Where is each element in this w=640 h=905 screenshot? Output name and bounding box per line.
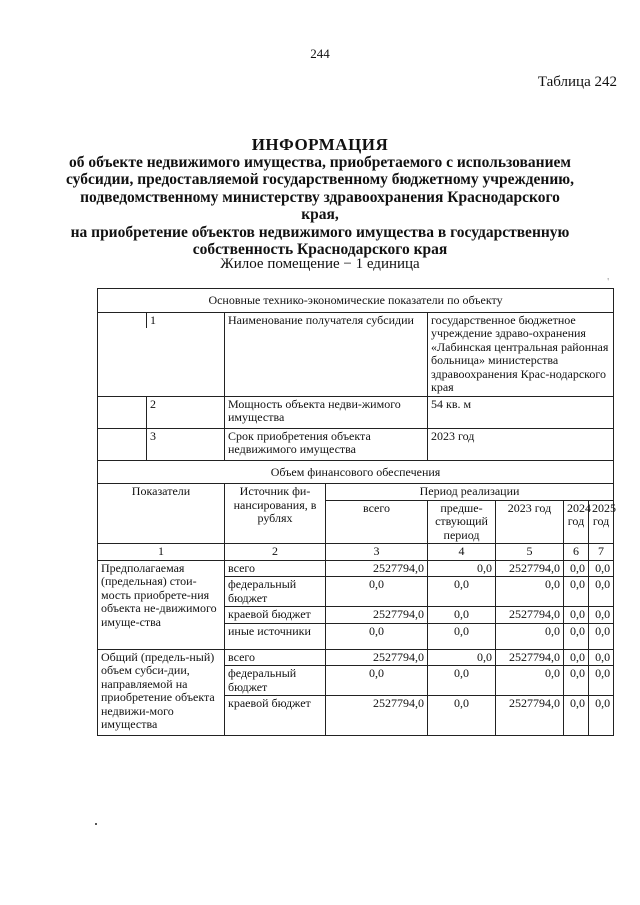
value-cell: 0,0: [326, 666, 428, 696]
document-heading: [60, 136, 580, 259]
value-cell: 0,0: [564, 649, 589, 666]
info-row-value: государственное бюджетное учреждение здраво-охранения «Лабинская центральная районная больница» министерства здравоохранения Крас-нодарского края: [428, 312, 614, 396]
source-cell: краевой бюджет: [225, 696, 326, 736]
heading-title: ИНФОРМАЦИЯ: [251, 135, 389, 154]
info-row: [98, 396, 614, 428]
section-title-technical: Основные технико-экономические показатели по объекту: [98, 289, 614, 313]
heading-line: об объекте недвижимого имущества, приобретаемого с использованием: [69, 153, 571, 171]
scan-mark: ': [607, 277, 609, 288]
info-row-number: 2: [146, 397, 224, 428]
value-cell: 0,0: [496, 666, 564, 696]
value-cell: 0,0: [428, 649, 496, 666]
section-row: [98, 460, 614, 484]
column-number: 4: [428, 544, 496, 561]
value-cell: 0,0: [428, 623, 496, 649]
info-row-number-cell: [98, 396, 225, 428]
value-cell: 0,0: [326, 577, 428, 607]
value-cell: 2527794,0: [326, 607, 428, 624]
value-cell: 0,0: [428, 607, 496, 624]
value-cell: 0,0: [564, 607, 589, 624]
table-label: Таблица 242: [537, 74, 617, 90]
info-row-number-cell: [98, 312, 225, 396]
value-cell: 0,0: [564, 696, 589, 736]
header-period: Период реализации: [326, 484, 614, 501]
heading-line: на приобретение объектов недвижимого имущества в государственную: [70, 223, 570, 241]
info-row-number-cell: [98, 428, 225, 460]
info-row: [98, 428, 614, 460]
value-cell: 0,0: [428, 666, 496, 696]
value-cell: 0,0: [589, 560, 614, 577]
info-row-number: 3: [146, 429, 224, 460]
value-cell: 0,0: [589, 649, 614, 666]
value-cell: 0,0: [496, 577, 564, 607]
column-number: 3: [326, 544, 428, 561]
info-row-label: Срок приобретения объекта недвижимого имущества: [225, 428, 428, 460]
object-subheading: Жилое помещение − 1 единица: [220, 256, 420, 272]
header-total: всего: [326, 500, 428, 544]
value-cell: 0,0: [428, 696, 496, 736]
column-number: 5: [496, 544, 564, 561]
header-2025: 2025 год: [589, 500, 614, 544]
column-number: 1: [98, 544, 225, 561]
info-row-label: Наименование получателя субсидии: [225, 312, 428, 396]
table-row: [98, 649, 614, 666]
value-cell: 0,0: [564, 577, 589, 607]
source-cell: краевой бюджет: [225, 607, 326, 624]
value-cell: 2527794,0: [326, 649, 428, 666]
info-table: [97, 288, 614, 736]
value-cell: 0,0: [589, 607, 614, 624]
table-row: [98, 560, 614, 577]
value-cell: 0,0: [428, 560, 496, 577]
value-cell: 0,0: [428, 577, 496, 607]
value-cell: 0,0: [589, 696, 614, 736]
value-cell: 2527794,0: [326, 560, 428, 577]
heading-line: подведомственному министерству здравоохранения Краснодарского края,: [80, 188, 560, 223]
value-cell: 0,0: [564, 666, 589, 696]
value-cell: 2527794,0: [496, 607, 564, 624]
section-title-financing: Объем финансового обеспечения: [98, 460, 614, 484]
info-row-label: Мощность объекта недви-жимого имущества: [225, 396, 428, 428]
value-cell: 0,0: [589, 666, 614, 696]
info-row-value: 54 кв. м: [428, 396, 614, 428]
value-cell: 0,0: [496, 623, 564, 649]
group-label: Общий (предель-ный) объем субси-дии, направляемой на приобретение объекта недвижи-мого имущества: [98, 649, 225, 736]
column-number: 6: [564, 544, 589, 561]
scan-dot: [95, 823, 97, 825]
info-row: [98, 312, 614, 396]
source-cell: иные источники: [225, 623, 326, 649]
value-cell: 2527794,0: [496, 649, 564, 666]
source-cell: всего: [225, 560, 326, 577]
column-number-row: [98, 544, 614, 561]
header-2024: 2024 год: [564, 500, 589, 544]
header-indicators: Показатели: [98, 484, 225, 544]
header-row: [98, 484, 614, 501]
group-label: Предполагаемая (предельная) стои-мость приобрете-ния объекта не-движимого имуще-ства: [98, 560, 225, 649]
page-number: 244: [310, 46, 330, 61]
value-cell: 0,0: [589, 623, 614, 649]
heading-line: собственность Краснодарского края: [192, 241, 448, 258]
info-row-value: 2023 год: [428, 428, 614, 460]
header-previous-period: предше-ствующий период: [428, 500, 496, 544]
header-2023: 2023 год: [496, 500, 564, 544]
heading-line: субсидии, предоставляемой государственному бюджетному учреждению,: [65, 171, 574, 188]
section-row: [98, 289, 614, 313]
value-cell: 2527794,0: [496, 696, 564, 736]
info-row-number: 1: [146, 313, 224, 329]
value-cell: 2527794,0: [326, 696, 428, 736]
source-cell: всего: [225, 649, 326, 666]
column-number: 2: [225, 544, 326, 561]
value-cell: 2527794,0: [496, 560, 564, 577]
value-cell: 0,0: [326, 623, 428, 649]
value-cell: 0,0: [564, 560, 589, 577]
column-number: 7: [589, 544, 614, 561]
value-cell: 0,0: [589, 577, 614, 607]
header-source: Источник фи-нансирования, в рублях: [225, 484, 326, 544]
source-cell: федеральный бюджет: [225, 666, 326, 696]
source-cell: федеральный бюджет: [225, 577, 326, 607]
value-cell: 0,0: [564, 623, 589, 649]
